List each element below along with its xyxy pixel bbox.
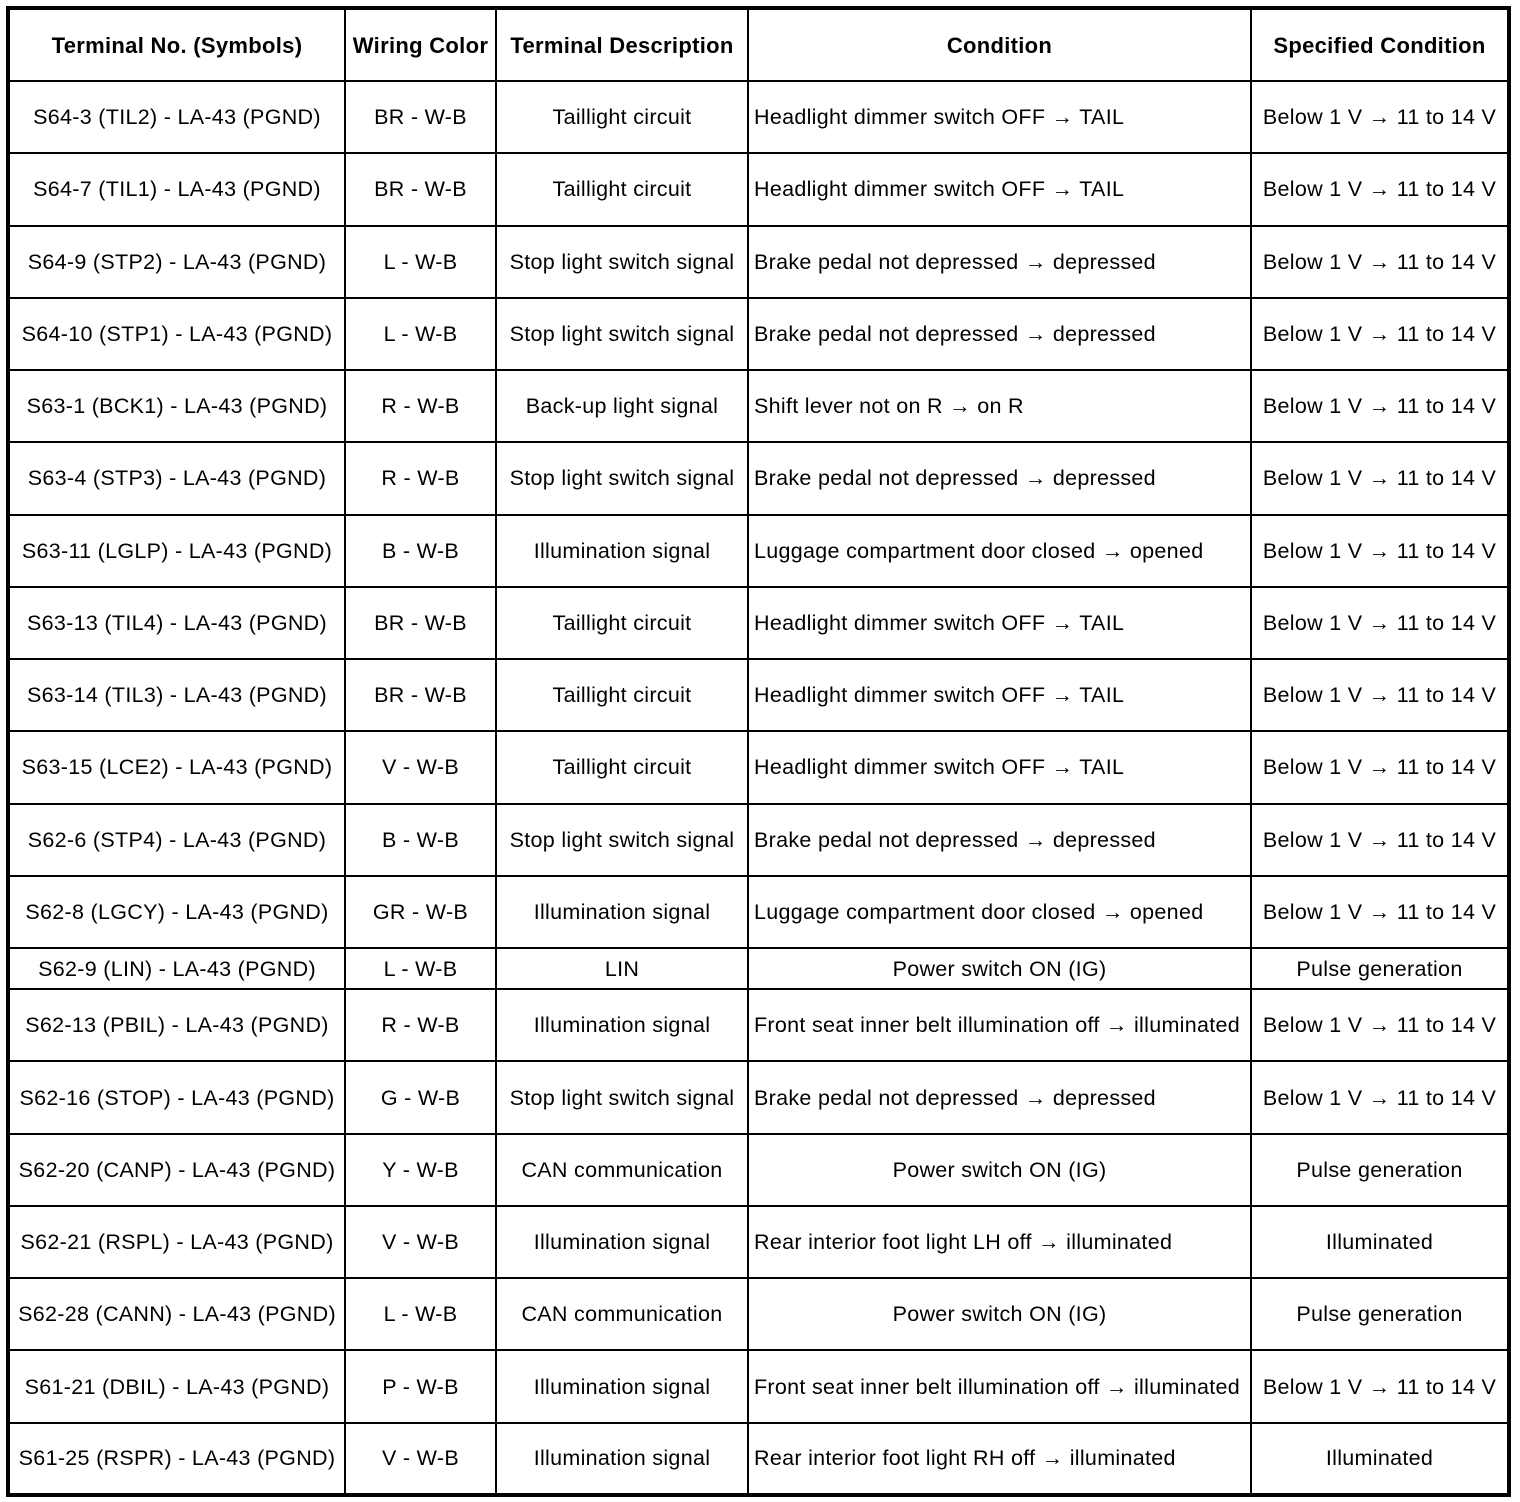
wiring-color-cell: L - W-B	[345, 1278, 496, 1350]
table-header-row	[8, 8, 1509, 81]
description-cell: Taillight circuit	[496, 153, 748, 225]
specified-condition-cell: Illuminated	[1251, 1423, 1509, 1495]
description-cell: CAN communication	[496, 1278, 748, 1350]
terminal-cell: S62-13 (PBIL) - LA-43 (PGND)	[8, 989, 345, 1061]
condition-cell: Shift lever not on R → on R	[748, 370, 1251, 442]
description-cell: Back-up light signal	[496, 370, 748, 442]
terminal-cell: S64-3 (TIL2) - LA-43 (PGND)	[8, 81, 345, 153]
specified-condition-cell: Below 1 V → 11 to 14 V	[1251, 298, 1509, 370]
table-row	[8, 442, 1509, 514]
terminal-cell: S62-8 (LGCY) - LA-43 (PGND)	[8, 876, 345, 948]
wiring-color-cell: R - W-B	[345, 370, 496, 442]
specified-condition-cell: Illuminated	[1251, 1206, 1509, 1278]
table-row	[8, 587, 1509, 659]
condition-cell: Power switch ON (IG)	[748, 948, 1251, 989]
wiring-color-cell: R - W-B	[345, 442, 496, 514]
description-cell: Illumination signal	[496, 1206, 748, 1278]
specified-condition-cell: Below 1 V → 11 to 14 V	[1251, 370, 1509, 442]
terminal-cell: S63-4 (STP3) - LA-43 (PGND)	[8, 442, 345, 514]
terminal-cell: S62-28 (CANN) - LA-43 (PGND)	[8, 1278, 345, 1350]
description-cell: Taillight circuit	[496, 81, 748, 153]
description-cell: Stop light switch signal	[496, 804, 748, 876]
description-cell: Taillight circuit	[496, 659, 748, 731]
condition-cell: Brake pedal not depressed → depressed	[748, 226, 1251, 298]
specified-condition-cell: Below 1 V → 11 to 14 V	[1251, 1061, 1509, 1133]
wiring-color-cell: BR - W-B	[345, 587, 496, 659]
description-cell: Stop light switch signal	[496, 298, 748, 370]
wiring-color-cell: L - W-B	[345, 948, 496, 989]
wiring-color-cell: B - W-B	[345, 804, 496, 876]
table-row	[8, 1061, 1509, 1133]
condition-cell: Front seat inner belt illumination off → illuminated	[748, 1350, 1251, 1422]
condition-cell: Brake pedal not depressed → depressed	[748, 298, 1251, 370]
description-cell: Stop light switch signal	[496, 226, 748, 298]
terminal-cell: S63-14 (TIL3) - LA-43 (PGND)	[8, 659, 345, 731]
table-row	[8, 515, 1509, 587]
specified-condition-cell: Below 1 V → 11 to 14 V	[1251, 804, 1509, 876]
specified-condition-cell: Pulse generation	[1251, 948, 1509, 989]
condition-cell: Headlight dimmer switch OFF → TAIL	[748, 659, 1251, 731]
specified-condition-cell: Below 1 V → 11 to 14 V	[1251, 731, 1509, 803]
condition-cell: Front seat inner belt illumination off → illuminated	[748, 989, 1251, 1061]
table-row	[8, 153, 1509, 225]
specified-condition-cell: Below 1 V → 11 to 14 V	[1251, 587, 1509, 659]
condition-cell: Headlight dimmer switch OFF → TAIL	[748, 81, 1251, 153]
table-row	[8, 298, 1509, 370]
description-cell: CAN communication	[496, 1134, 748, 1206]
condition-cell: Headlight dimmer switch OFF → TAIL	[748, 731, 1251, 803]
condition-cell: Luggage compartment door closed → opened	[748, 515, 1251, 587]
wiring-color-cell: V - W-B	[345, 1206, 496, 1278]
condition-cell: Headlight dimmer switch OFF → TAIL	[748, 153, 1251, 225]
specified-condition-cell: Below 1 V → 11 to 14 V	[1251, 659, 1509, 731]
condition-cell: Brake pedal not depressed → depressed	[748, 442, 1251, 514]
terminal-cell: S64-7 (TIL1) - LA-43 (PGND)	[8, 153, 345, 225]
wiring-color-cell: GR - W-B	[345, 876, 496, 948]
specified-condition-cell: Below 1 V → 11 to 14 V	[1251, 515, 1509, 587]
description-cell: Taillight circuit	[496, 587, 748, 659]
wiring-color-cell: BR - W-B	[345, 153, 496, 225]
terminal-cell: S62-21 (RSPL) - LA-43 (PGND)	[8, 1206, 345, 1278]
table-row	[8, 1423, 1509, 1495]
description-cell: Stop light switch signal	[496, 1061, 748, 1133]
description-cell: LIN	[496, 948, 748, 989]
specified-condition-cell: Below 1 V → 11 to 14 V	[1251, 81, 1509, 153]
wiring-color-cell: G - W-B	[345, 1061, 496, 1133]
table-row	[8, 81, 1509, 153]
condition-cell: Luggage compartment door closed → opened	[748, 876, 1251, 948]
header-condition: Condition	[748, 8, 1251, 81]
table-row	[8, 989, 1509, 1061]
condition-cell: Power switch ON (IG)	[748, 1278, 1251, 1350]
header-terminal-description: Terminal Description	[496, 8, 748, 81]
condition-cell: Rear interior foot light RH off → illuminated	[748, 1423, 1251, 1495]
table-body	[8, 81, 1509, 1495]
table-row	[8, 948, 1509, 989]
terminal-cell: S63-1 (BCK1) - LA-43 (PGND)	[8, 370, 345, 442]
table-row	[8, 804, 1509, 876]
table-row	[8, 659, 1509, 731]
description-cell: Taillight circuit	[496, 731, 748, 803]
specified-condition-cell: Below 1 V → 11 to 14 V	[1251, 989, 1509, 1061]
wiring-color-cell: P - W-B	[345, 1350, 496, 1422]
specified-condition-cell: Below 1 V → 11 to 14 V	[1251, 1350, 1509, 1422]
wiring-color-cell: B - W-B	[345, 515, 496, 587]
terminal-cell: S64-9 (STP2) - LA-43 (PGND)	[8, 226, 345, 298]
wiring-color-cell: L - W-B	[345, 298, 496, 370]
terminal-inspection-table	[6, 6, 1511, 1497]
table-row	[8, 1134, 1509, 1206]
specified-condition-cell: Below 1 V → 11 to 14 V	[1251, 442, 1509, 514]
header-specified-condition: Specified Condition	[1251, 8, 1509, 81]
description-cell: Illumination signal	[496, 1423, 748, 1495]
table-row	[8, 226, 1509, 298]
description-cell: Illumination signal	[496, 1350, 748, 1422]
terminal-cell: S63-13 (TIL4) - LA-43 (PGND)	[8, 587, 345, 659]
terminal-cell: S62-6 (STP4) - LA-43 (PGND)	[8, 804, 345, 876]
wiring-color-cell: BR - W-B	[345, 81, 496, 153]
condition-cell: Headlight dimmer switch OFF → TAIL	[748, 587, 1251, 659]
terminal-cell: S62-20 (CANP) - LA-43 (PGND)	[8, 1134, 345, 1206]
description-cell: Illumination signal	[496, 515, 748, 587]
header-wiring-color: Wiring Color	[345, 8, 496, 81]
specified-condition-cell: Pulse generation	[1251, 1134, 1509, 1206]
terminal-cell: S61-25 (RSPR) - LA-43 (PGND)	[8, 1423, 345, 1495]
wiring-color-cell: V - W-B	[345, 731, 496, 803]
description-cell: Illumination signal	[496, 876, 748, 948]
terminal-cell: S62-16 (STOP) - LA-43 (PGND)	[8, 1061, 345, 1133]
condition-cell: Brake pedal not depressed → depressed	[748, 804, 1251, 876]
wiring-color-cell: Y - W-B	[345, 1134, 496, 1206]
table-row	[8, 1278, 1509, 1350]
condition-cell: Rear interior foot light LH off → illuminated	[748, 1206, 1251, 1278]
specified-condition-cell: Below 1 V → 11 to 14 V	[1251, 153, 1509, 225]
wiring-color-cell: BR - W-B	[345, 659, 496, 731]
description-cell: Stop light switch signal	[496, 442, 748, 514]
table-row	[8, 876, 1509, 948]
table-row	[8, 1350, 1509, 1422]
terminal-cell: S63-11 (LGLP) - LA-43 (PGND)	[8, 515, 345, 587]
wiring-color-cell: R - W-B	[345, 989, 496, 1061]
terminal-cell: S62-9 (LIN) - LA-43 (PGND)	[8, 948, 345, 989]
specified-condition-cell: Below 1 V → 11 to 14 V	[1251, 876, 1509, 948]
wiring-color-cell: L - W-B	[345, 226, 496, 298]
header-terminal: Terminal No. (Symbols)	[8, 8, 345, 81]
condition-cell: Power switch ON (IG)	[748, 1134, 1251, 1206]
description-cell: Illumination signal	[496, 989, 748, 1061]
table-row	[8, 1206, 1509, 1278]
table-row	[8, 731, 1509, 803]
wiring-color-cell: V - W-B	[345, 1423, 496, 1495]
terminal-cell: S61-21 (DBIL) - LA-43 (PGND)	[8, 1350, 345, 1422]
specified-condition-cell: Below 1 V → 11 to 14 V	[1251, 226, 1509, 298]
table-row	[8, 370, 1509, 442]
condition-cell: Brake pedal not depressed → depressed	[748, 1061, 1251, 1133]
terminal-cell: S63-15 (LCE2) - LA-43 (PGND)	[8, 731, 345, 803]
terminal-cell: S64-10 (STP1) - LA-43 (PGND)	[8, 298, 345, 370]
specified-condition-cell: Pulse generation	[1251, 1278, 1509, 1350]
